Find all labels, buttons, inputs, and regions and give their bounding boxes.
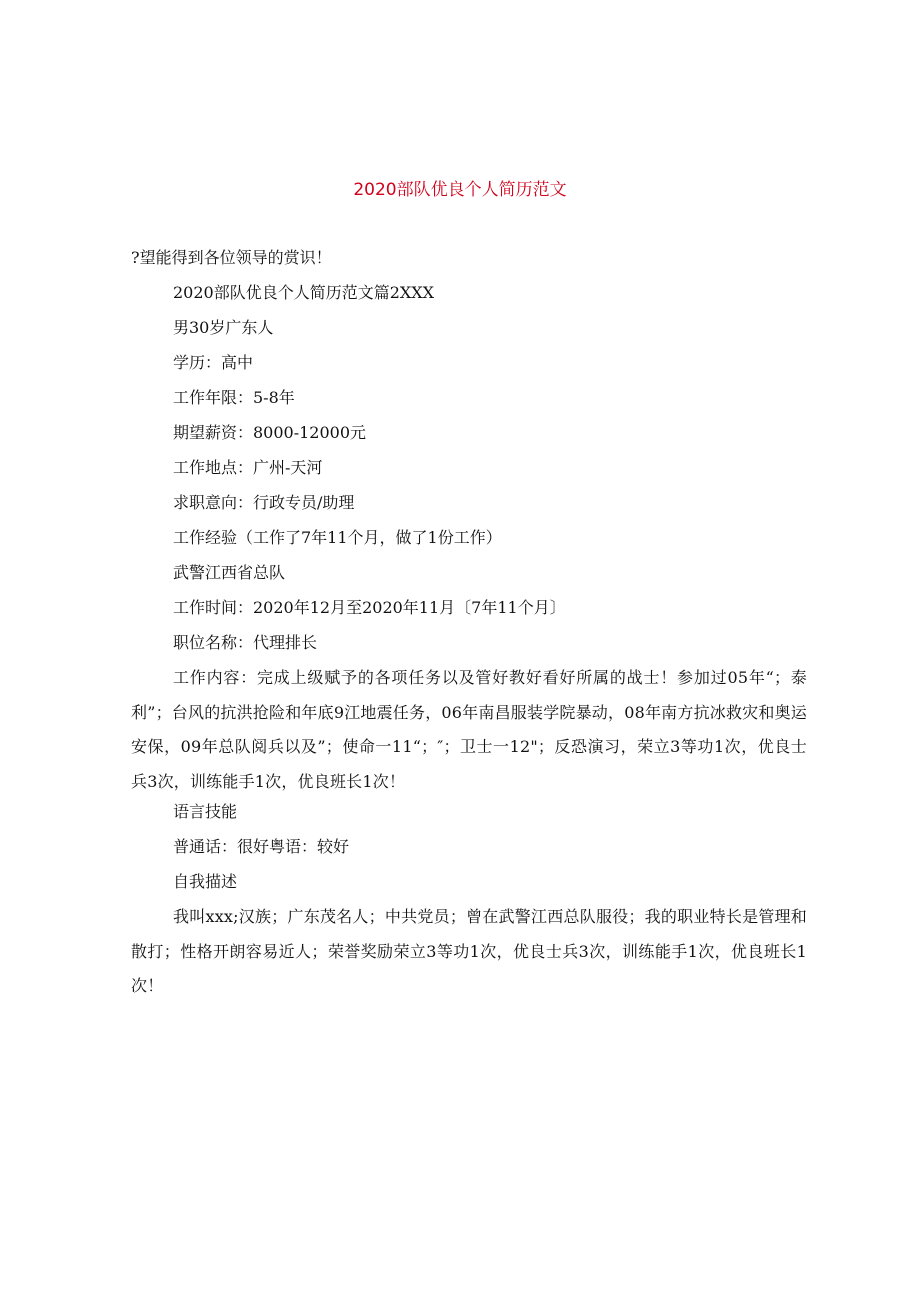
education: 学历：高中 (173, 353, 254, 372)
intro-line: ?望能得到各位领导的赏识！ (131, 248, 332, 267)
employer: 武警江西省总队 (173, 563, 286, 582)
basic-info: 男30岁广东人 (173, 318, 274, 337)
work-experience-heading: 工作经验（工作了7年11个月，做了1份工作） (173, 528, 502, 547)
work-location: 工作地点：广州-天河 (173, 458, 323, 477)
resume-heading: 2020部队优良个人简历范文篇2XXX (173, 283, 435, 302)
expected-salary: 期望薪资：8000-12000元 (173, 423, 367, 442)
self-description-heading: 自我描述 (173, 872, 238, 891)
work-period: 工作时间：2020年12月至2020年11月〔7年11个月〕 (173, 598, 566, 617)
position-title: 职位名称：代理排长 (173, 633, 318, 652)
document-body (131, 246, 807, 1005)
job-intention: 求职意向：行政专员/助理 (173, 493, 355, 512)
language-skills-heading: 语言技能 (173, 802, 238, 821)
language-skills: 普通话：很好粤语：较好 (173, 837, 350, 856)
work-years: 工作年限：5-8年 (173, 388, 295, 407)
document-title: 2020部队优良个人简历范文 (353, 180, 567, 200)
work-content-paragraph: 工作内容：完成上级赋予的各项任务以及管好教好看好所属的战士！参加过05年“；泰利”；台风的抗洪抢险和年底9江地震任务，06年南昌服装学院暴动，08年南方抗冰救灾和奥运安保，09年总队阅兵以及”；使命一11“；″；卫士一12"；反恐演习，荣立3等功1次，优良士兵3次，训练能手1次，优良班长1次！ (131, 668, 807, 791)
self-description-paragraph: 我叫xxx;汉族；广东茂名人；中共党员；曾在武警江西总队服役；我的职业特长是管理和散打；性格开朗容易近人；荣誉奖励荣立3等功1次，优良士兵3次，训练能手1次，优良班长1次！ (131, 907, 807, 995)
